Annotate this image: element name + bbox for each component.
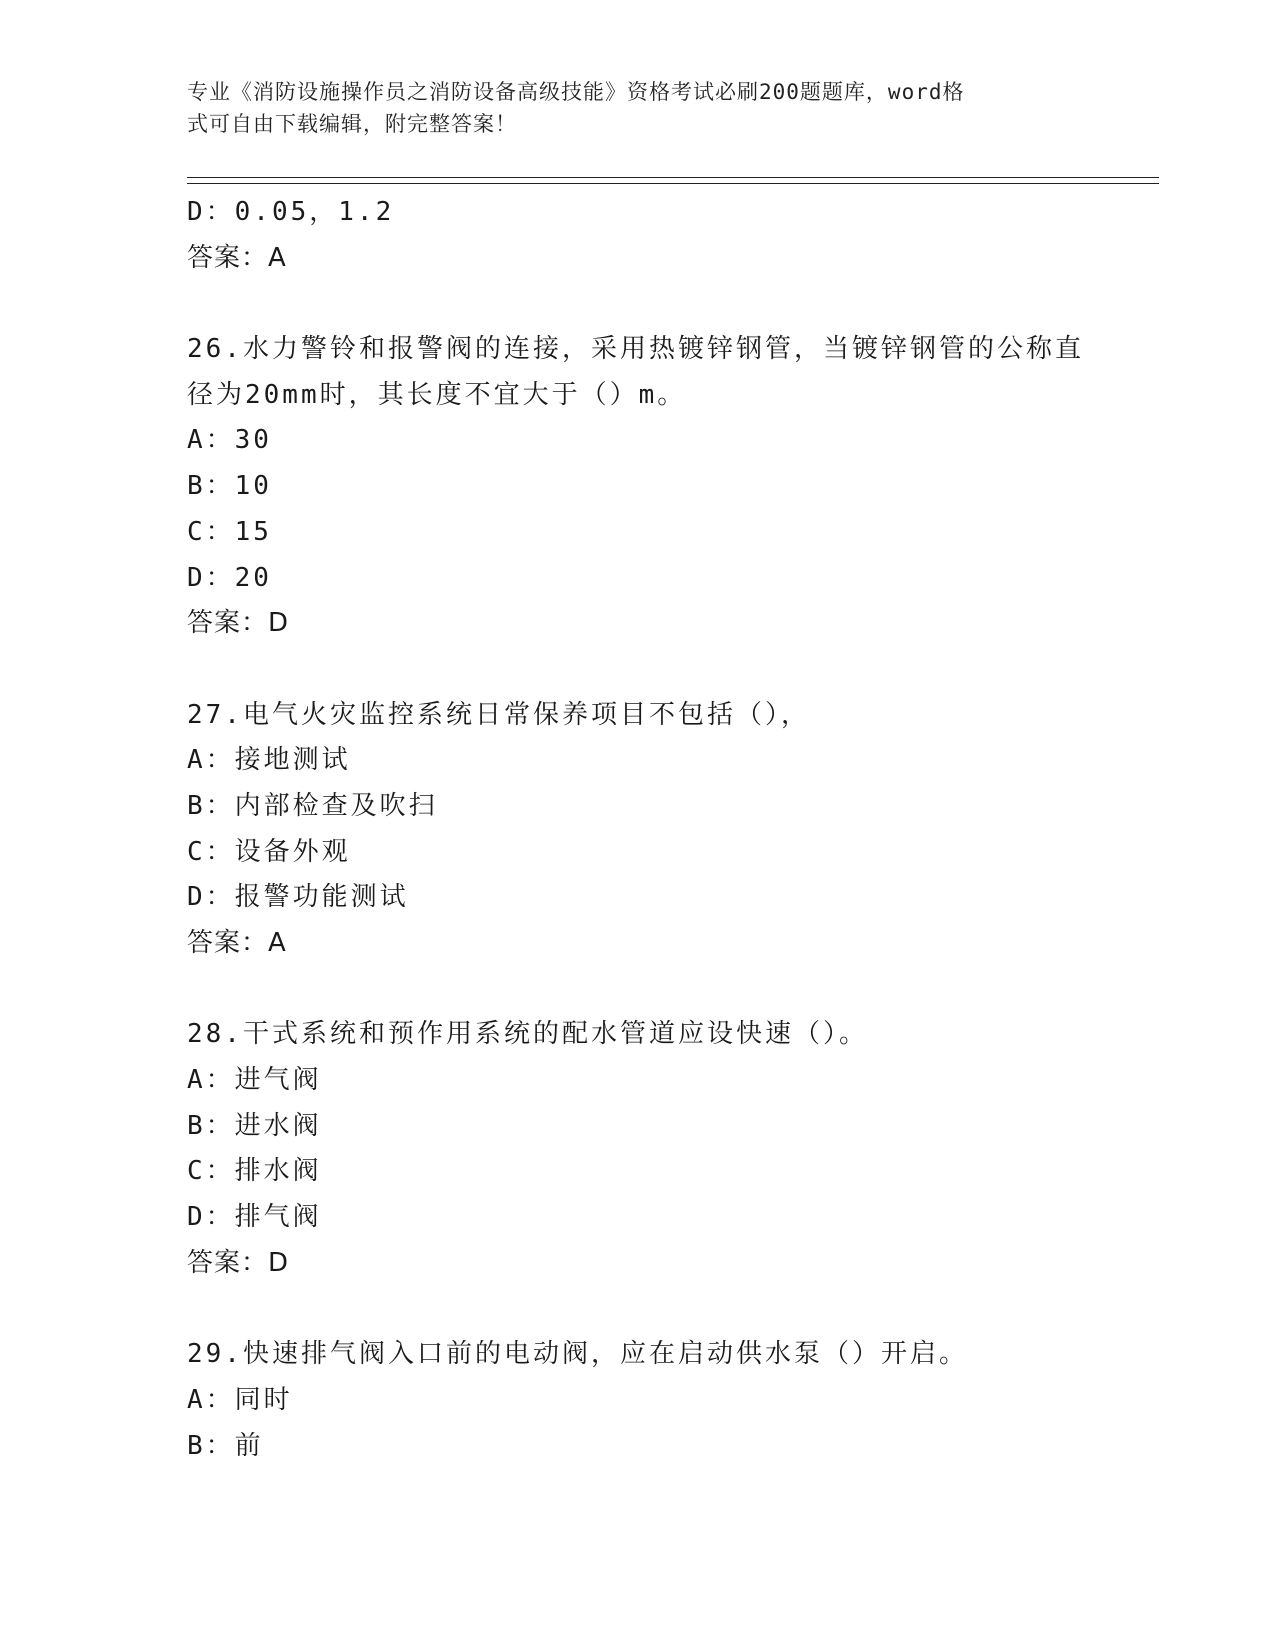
option-d: D：排气阀 <box>187 1202 322 1233</box>
option-b: B：10 <box>187 471 272 502</box>
question-28 <box>187 1012 1087 1286</box>
option-b: B：前 <box>187 1430 264 1461</box>
header-line-1: 专业《消防设施操作员之消防设备高级技能》资格考试必刷200题题库，word格 <box>187 80 965 104</box>
document-header <box>187 76 1067 140</box>
header-line-2: 式可自由下载编辑，附完整答案！ <box>187 112 517 136</box>
answer-line: 答案：A <box>187 928 287 958</box>
question-26 <box>187 327 1087 647</box>
question-list <box>187 190 1087 1469</box>
option-b: B：内部检查及吹扫 <box>187 790 438 821</box>
question-stem: 29.快速排气阀入口前的电动阀，应在启动供水泵（）开启。 <box>187 1339 968 1370</box>
spacer <box>187 281 1087 327</box>
question-stem: 28.干式系统和预作用系统的配水管道应设快速（）。 <box>187 1019 868 1050</box>
option-d: D：20 <box>187 562 272 593</box>
spacer <box>187 967 1087 1013</box>
option-a: A：进气阀 <box>187 1065 322 1096</box>
spacer <box>187 647 1087 693</box>
option-c: C：设备外观 <box>187 836 351 867</box>
question-29 <box>187 1332 1087 1469</box>
question-27 <box>187 693 1087 967</box>
option-b: B：进水阀 <box>187 1110 322 1141</box>
header-divider <box>187 177 1159 184</box>
question-stem-continued: 径为20mm时，其长度不宜大于（）m。 <box>187 379 687 410</box>
answer-line: 答案：D <box>187 608 290 639</box>
answer-line: 答案：A <box>187 242 287 273</box>
option-a: A：30 <box>187 425 272 456</box>
option-d: D：报警功能测试 <box>187 882 409 913</box>
option-a: A：接地测试 <box>187 745 351 776</box>
spacer <box>187 1287 1087 1333</box>
option-d: D：0.05，1.2 <box>187 197 395 227</box>
option-c: C：排水阀 <box>187 1156 322 1187</box>
option-c: C：15 <box>187 516 272 547</box>
question-stem: 26.水力警铃和报警阀的连接，采用热镀锌钢管，当镀锌钢管的公称直 <box>187 334 1084 365</box>
answer-line: 答案：D <box>187 1247 290 1278</box>
previous-question-tail <box>187 190 1087 281</box>
question-stem: 27.电气火灾监控系统日常保养项目不包括（）， <box>187 699 810 730</box>
option-a: A：同时 <box>187 1384 293 1415</box>
